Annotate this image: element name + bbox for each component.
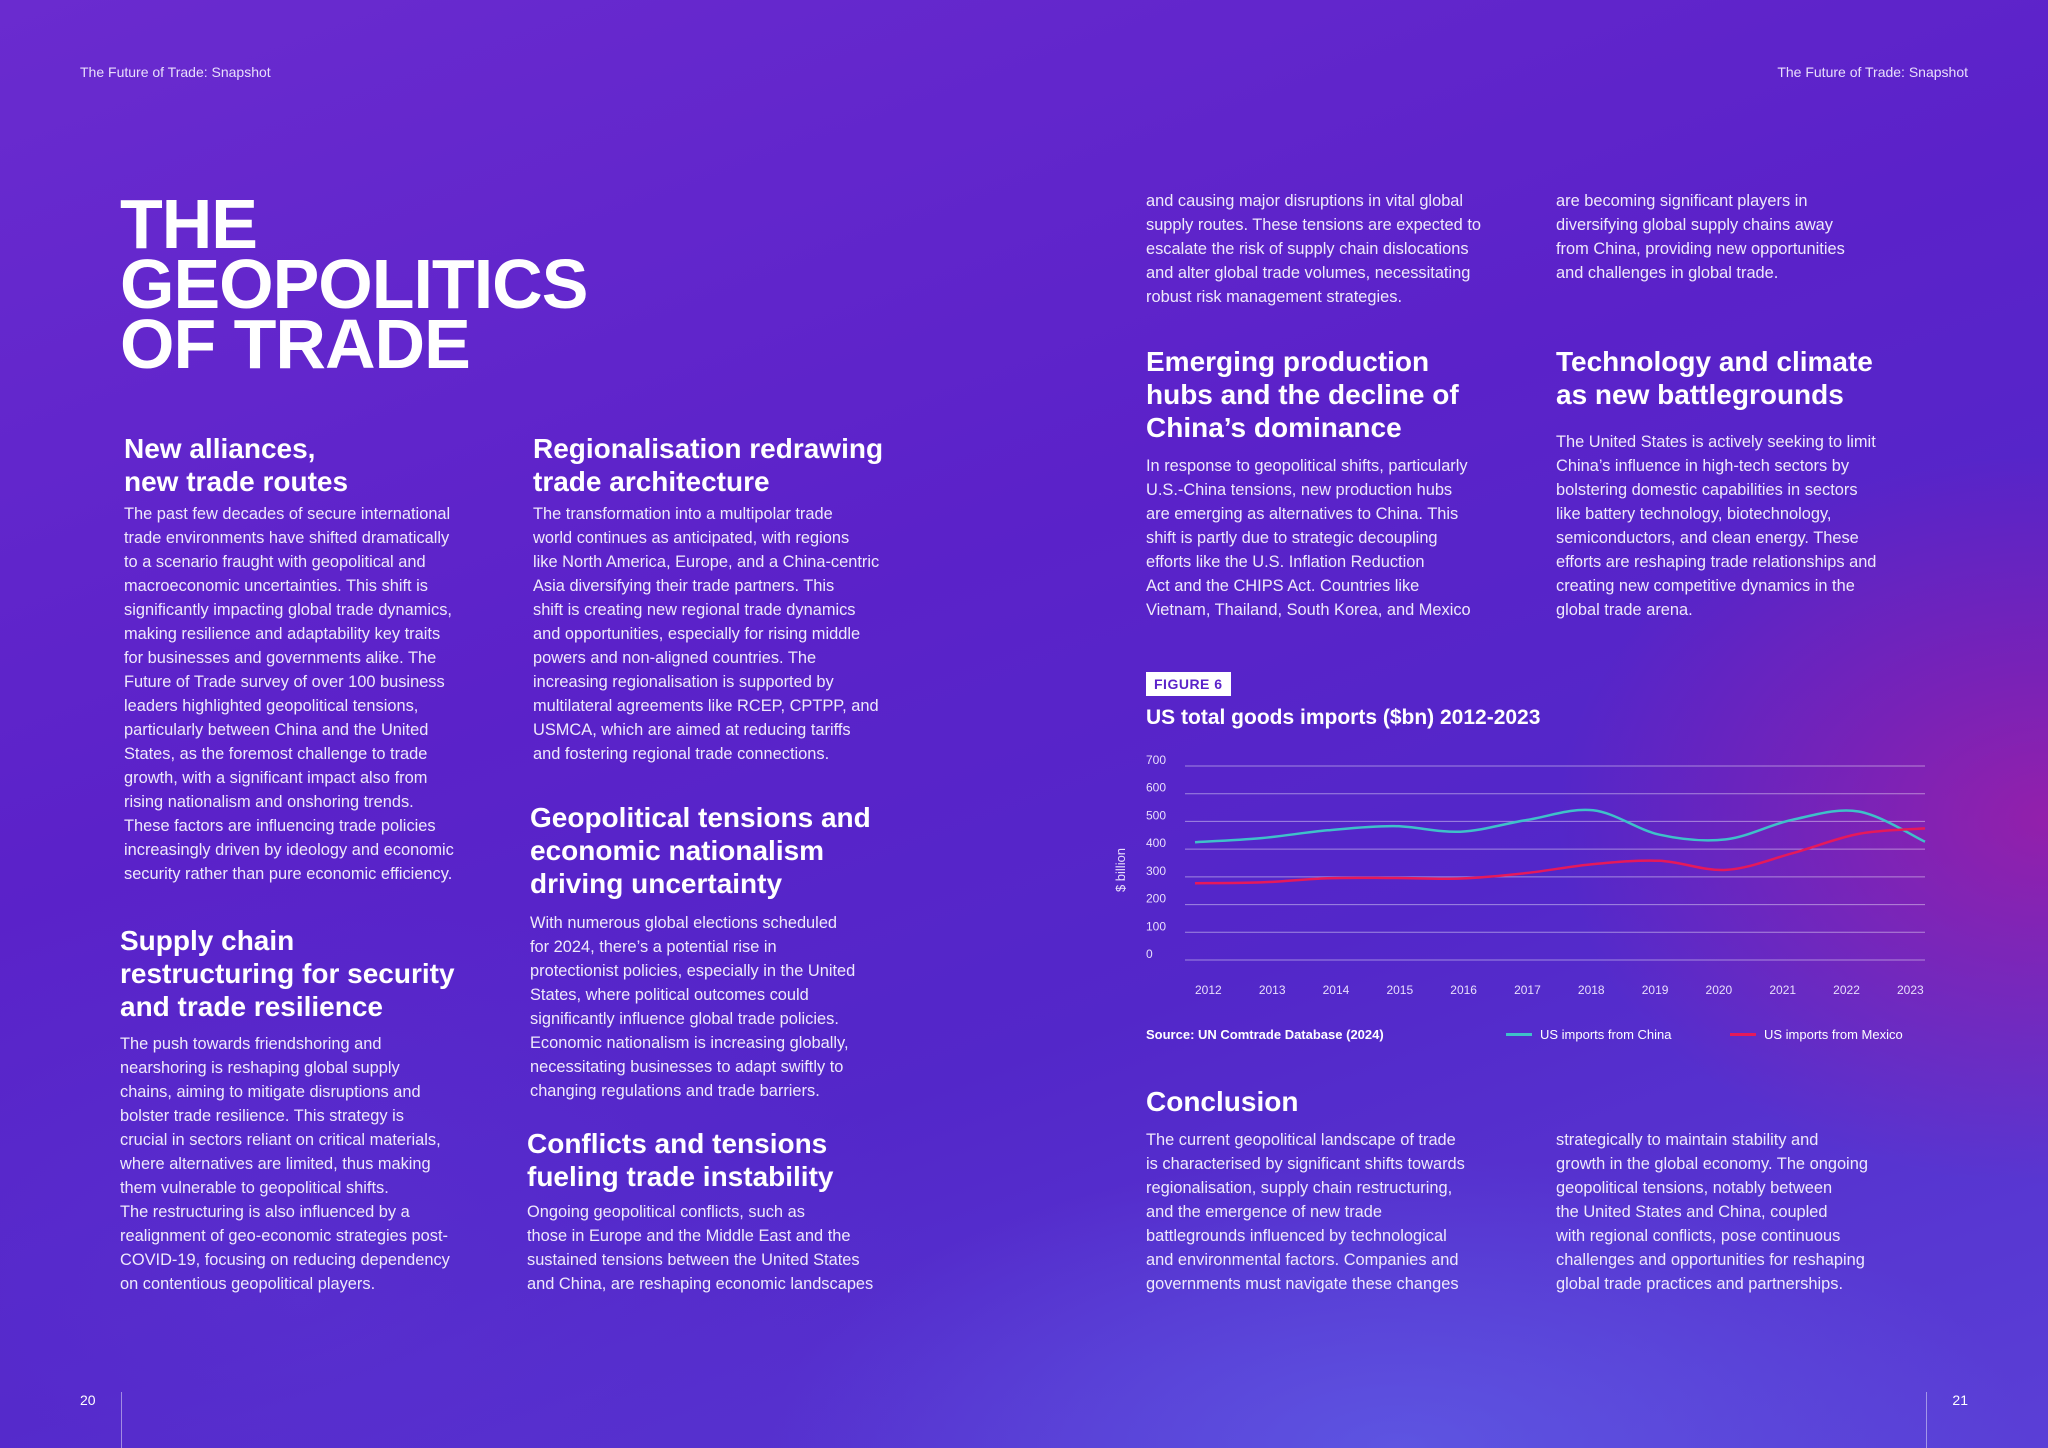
running-header-right: The Future of Trade: Snapshot xyxy=(1777,64,1968,80)
legend-swatch-china xyxy=(1506,1033,1532,1036)
text-line: and challenges in global trade. xyxy=(1556,264,1779,282)
text-line: increasingly driven by ideology and economic xyxy=(124,841,454,859)
text-line: for businesses and governments alike. The xyxy=(124,649,437,667)
text-line: The past few decades of secure international xyxy=(124,505,451,523)
x-tick-label: 2018 xyxy=(1577,983,1605,997)
text-line: Future of Trade survey of over 100 business xyxy=(124,673,445,691)
x-axis-ticks xyxy=(1195,983,1924,997)
text-line: U.S.-China tensions, new production hubs xyxy=(1146,481,1453,499)
text-line: efforts like the U.S. Inflation Reduction xyxy=(1146,553,1425,571)
body-supply-chain xyxy=(120,1032,450,1296)
text-line: Vietnam, Thailand, South Korea, and Mexico xyxy=(1146,601,1471,619)
line-chart xyxy=(1100,750,1940,1010)
text-line: diversifying global supply chains away xyxy=(1556,216,1833,234)
text-line: and causing major disruptions in vital global xyxy=(1146,192,1464,210)
legend-item-china xyxy=(1506,1027,1671,1042)
text-line: increasing regionalisation is supported by xyxy=(533,673,834,691)
series-line-mexico xyxy=(1195,828,1925,883)
text-line: shift is creating new regional trade dynamics xyxy=(533,601,856,619)
title-line: THE xyxy=(120,185,257,263)
chart-grid xyxy=(1185,766,1925,960)
text-line: COVID-19, focusing on reducing dependency xyxy=(120,1251,450,1269)
text-line: growth in the global economy. The ongoing xyxy=(1556,1155,1868,1173)
text-line: growth, with a significant impact also from xyxy=(124,769,428,787)
y-axis-label: $ billion xyxy=(1113,847,1128,893)
text-line: trade environments have shifted dramatically xyxy=(124,529,450,547)
text-line: creating new competitive dynamics in the xyxy=(1556,577,1855,595)
x-tick-label: 2012 xyxy=(1195,983,1222,997)
text-line: The United States is actively seeking to limit xyxy=(1556,433,1876,451)
x-tick-label: 2022 xyxy=(1833,983,1860,997)
x-tick-label: 2015 xyxy=(1386,983,1414,997)
x-tick-label: 2019 xyxy=(1641,983,1669,997)
text-line: leaders highlighted geopolitical tensions, xyxy=(124,697,419,715)
heading-technology-climate: Technology and climate as new battlegrounds xyxy=(1556,346,1873,410)
text-line: to a scenario fraught with geopolitical and xyxy=(124,553,426,571)
text-line: robust risk management strategies. xyxy=(1146,288,1402,306)
x-tick-label: 2013 xyxy=(1258,983,1286,997)
text-line: The push towards friendshoring and xyxy=(120,1035,382,1053)
legend-label-china: US imports from China xyxy=(1540,1027,1672,1042)
title-line: GEOPOLITICS xyxy=(120,245,588,323)
footer-divider-left xyxy=(121,1392,122,1448)
text-line: battlegrounds influenced by technological xyxy=(1146,1227,1447,1245)
text-line: chains, aiming to mitigate disruptions and xyxy=(120,1083,421,1101)
text-line: efforts are reshaping trade relationships and xyxy=(1556,553,1877,571)
text-line: regionalisation, supply chain restructuring, xyxy=(1146,1179,1453,1197)
y-tick-label: 0 xyxy=(1146,947,1153,961)
x-tick-label: 2014 xyxy=(1322,983,1350,997)
y-tick-label: 600 xyxy=(1146,780,1167,795)
x-tick-label: 2021 xyxy=(1769,983,1797,997)
text-line: China’s influence in high-tech sectors by xyxy=(1556,457,1850,475)
text-line: changing regulations and trade barriers. xyxy=(530,1082,820,1100)
text-line: supply routes. These tensions are expected to xyxy=(1146,216,1481,234)
text-line: the United States and China, coupled xyxy=(1556,1203,1828,1221)
text-line: rising nationalism and onshoring trends. xyxy=(124,793,414,811)
text-line: and opportunities, especially for rising middle xyxy=(533,625,861,643)
text-line: and fostering regional trade connections. xyxy=(533,745,830,763)
text-line: nearshoring is reshaping global supply xyxy=(120,1059,400,1077)
text-line: These factors are influencing trade policies xyxy=(124,817,436,835)
text-line: With numerous global elections scheduled xyxy=(530,914,838,932)
body-geopolitical-tensions xyxy=(530,911,855,1103)
text-line: global trade arena. xyxy=(1556,601,1693,619)
body-conflicts-continued xyxy=(1146,189,1481,309)
x-tick-label: 2023 xyxy=(1897,983,1924,997)
page-title xyxy=(120,185,588,383)
text-line: realignment of geo-economic strategies post- xyxy=(120,1227,448,1245)
text-line: is characterised by significant shifts towards xyxy=(1146,1155,1465,1173)
body-emerging-continued xyxy=(1556,189,1845,285)
text-line: In response to geopolitical shifts, particularly xyxy=(1146,457,1468,475)
text-line: The current geopolitical landscape of trade xyxy=(1146,1131,1456,1149)
running-header-left: The Future of Trade: Snapshot xyxy=(80,64,271,80)
text-line: Ongoing geopolitical conflicts, such as xyxy=(527,1203,805,1221)
text-line: them vulnerable to geopolitical shifts. xyxy=(120,1179,389,1197)
body-conclusion-left xyxy=(1146,1128,1465,1296)
text-line: The transformation into a multipolar trade xyxy=(533,505,833,523)
text-line: escalate the risk of supply chain dislocations xyxy=(1146,240,1469,258)
text-line: USMCA, which are aimed at reducing tariffs xyxy=(533,721,851,739)
heading-conclusion: Conclusion xyxy=(1146,1086,1299,1117)
series-line-china xyxy=(1195,810,1925,842)
heading-regionalisation: Regionalisation redrawing trade architecture xyxy=(533,433,884,497)
text-line: Act and the CHIPS Act. Countries like xyxy=(1146,577,1420,595)
text-line: powers and non-aligned countries. The xyxy=(533,649,817,667)
text-line: are becoming significant players in xyxy=(1556,192,1808,210)
text-line: and China, are reshaping economic landscapes xyxy=(527,1275,874,1293)
text-line: strategically to maintain stability and xyxy=(1556,1131,1819,1149)
text-line: macroeconomic uncertainties. This shift is xyxy=(124,577,428,595)
heading-supply-chain: Supply chain restructuring for security and trade resilience xyxy=(120,925,455,1022)
text-line: where alternatives are limited, thus making xyxy=(120,1155,431,1173)
footer-divider-right xyxy=(1926,1392,1927,1448)
title-line: OF TRADE xyxy=(120,305,470,383)
text-line: significantly impacting global trade dynamics, xyxy=(124,601,452,619)
text-line: geopolitical tensions, notably between xyxy=(1556,1179,1833,1197)
text-line: those in Europe and the Middle East and the xyxy=(527,1227,851,1245)
text-line: on contentious geopolitical players. xyxy=(120,1275,376,1293)
y-tick-label: 300 xyxy=(1146,863,1167,878)
y-tick-label: 700 xyxy=(1146,753,1167,767)
chart-title: US total goods imports ($bn) 2012-2023 xyxy=(1146,706,1541,729)
text-line: Asia diversifying their trade partners. This xyxy=(533,577,835,595)
text-line: The restructuring is also influenced by a xyxy=(120,1203,410,1221)
text-line: and the emergence of new trade xyxy=(1146,1203,1382,1221)
text-line: global trade practices and partnerships. xyxy=(1556,1275,1844,1293)
text-line: multilateral agreements like RCEP, CPTPP, and xyxy=(533,697,879,715)
text-line: and environmental factors. Companies and xyxy=(1146,1251,1459,1269)
text-line: from China, providing new opportunities xyxy=(1556,240,1845,258)
text-line: security rather than pure economic efficiency. xyxy=(124,865,453,883)
x-tick-label: 2020 xyxy=(1705,983,1733,997)
page-number-left: 20 xyxy=(80,1392,96,1408)
page-number-right: 21 xyxy=(1952,1392,1968,1408)
heading-geopolitical-tensions: Geopolitical tensions and economic nationalism driving uncertainty xyxy=(530,802,871,899)
text-line: shift is partly due to strategic decoupling xyxy=(1146,529,1438,547)
text-line: like North America, Europe, and a China-centric xyxy=(533,553,880,571)
text-line: crucial in sectors reliant on critical materials, xyxy=(120,1131,441,1149)
y-tick-label: 500 xyxy=(1146,808,1167,823)
text-line: for 2024, there’s a potential rise in xyxy=(530,938,777,956)
text-line: States, as the foremost challenge to trade xyxy=(124,745,428,763)
text-line: States, where political outcomes could xyxy=(530,986,809,1004)
figure-badge: FIGURE 6 xyxy=(1146,672,1231,696)
text-line: significantly influence global trade policies. xyxy=(530,1010,839,1028)
body-conflicts xyxy=(527,1200,873,1296)
text-line: world continues as anticipated, with regions xyxy=(533,529,850,547)
text-line: making resilience and adaptability key traits xyxy=(124,625,441,643)
body-new-alliances xyxy=(124,502,454,886)
text-line: governments must navigate these changes xyxy=(1146,1275,1459,1293)
text-line: sustained tensions between the United States xyxy=(527,1251,860,1269)
body-regionalisation xyxy=(533,502,879,766)
text-line: challenges and opportunities for reshaping xyxy=(1556,1251,1865,1269)
body-technology-climate xyxy=(1556,430,1876,622)
y-axis-ticks xyxy=(1146,753,1166,961)
x-tick-label: 2016 xyxy=(1450,983,1477,997)
x-tick-label: 2017 xyxy=(1514,983,1541,997)
chart-source: Source: UN Comtrade Database (2024) xyxy=(1146,1027,1384,1042)
y-tick-label: 200 xyxy=(1146,891,1167,906)
body-emerging-hubs xyxy=(1146,454,1471,622)
body-conclusion-right xyxy=(1556,1128,1868,1296)
legend-swatch-mexico xyxy=(1730,1033,1756,1036)
heading-conflicts: Conflicts and tensions fueling trade instability xyxy=(527,1128,834,1192)
text-line: and alter global trade volumes, necessitating xyxy=(1146,264,1471,282)
legend-label-mexico: US imports from Mexico xyxy=(1764,1027,1903,1042)
text-line: like battery technology, biotechnology, xyxy=(1556,505,1832,523)
chart-series xyxy=(1195,810,1925,883)
text-line: particularly between China and the United xyxy=(124,721,429,739)
text-line: Economic nationalism is increasing globally, xyxy=(530,1034,849,1052)
text-line: necessitating businesses to adapt swiftly to xyxy=(530,1058,844,1076)
y-tick-label: 100 xyxy=(1146,919,1167,934)
heading-emerging-hubs: Emerging production hubs and the decline of China’s dominance xyxy=(1146,346,1459,443)
text-line: bolstering domestic capabilities in sectors xyxy=(1556,481,1858,499)
heading-new-alliances: New alliances, new trade routes xyxy=(124,433,349,497)
y-tick-label: 400 xyxy=(1146,836,1167,851)
text-line: with regional conflicts, pose continuous xyxy=(1556,1227,1841,1245)
text-line: protectionist policies, especially in the United xyxy=(530,962,856,980)
legend-item-mexico xyxy=(1730,1027,1903,1042)
text-line: semiconductors, and clean energy. These xyxy=(1556,529,1859,547)
text-line: bolster trade resilience. This strategy is xyxy=(120,1107,404,1125)
text-line: are emerging as alternatives to China. This xyxy=(1146,505,1459,523)
